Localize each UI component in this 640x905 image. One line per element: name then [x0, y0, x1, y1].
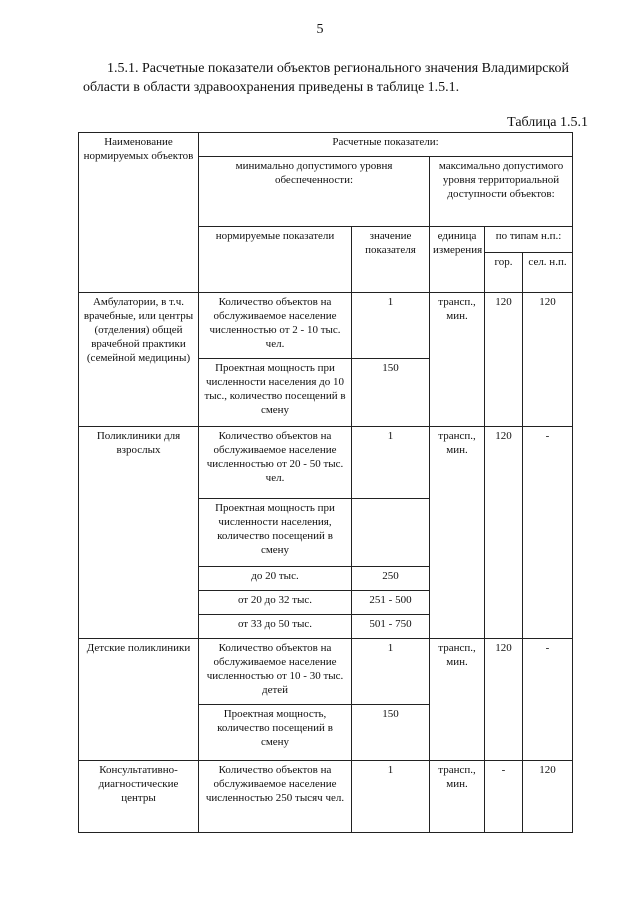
value-cell: 1 — [352, 761, 430, 833]
page-number: 5 — [316, 22, 324, 37]
object-name: Поликлиники для взрослых — [79, 427, 199, 639]
unit-cell: трансп., мин. — [430, 761, 485, 833]
table-row — [79, 761, 573, 833]
indicator-cell: Проектная мощность при численности населения до 10 тыс., количество посещений в смену — [199, 359, 352, 427]
table-row — [79, 639, 573, 705]
rural-cell: - — [523, 427, 573, 639]
value-cell: 150 — [352, 359, 430, 427]
city-cell: - — [485, 761, 523, 833]
header-norm-indicators: нормируемые показатели — [199, 227, 352, 293]
table-row — [79, 293, 573, 359]
value-cell — [352, 499, 430, 567]
rural-cell: 120 — [523, 761, 573, 833]
sub-indicator-cell: до 20 тыс. — [199, 567, 352, 591]
indicator-cell: Проектная мощность при численности населения, количество посещений в смену — [199, 499, 352, 567]
value-cell: 150 — [352, 705, 430, 761]
unit-cell: трансп., мин. — [430, 427, 485, 639]
object-name: Консультативно-диагностические центры — [79, 761, 199, 833]
sub-indicator-cell: от 20 до 32 тыс. — [199, 591, 352, 615]
header-max-level: максимально допустимого уровня территориальной доступности объектов: — [430, 157, 573, 227]
object-name: Детские поликлиники — [79, 639, 199, 761]
table-label: Таблица 1.5.1 — [507, 115, 588, 130]
indicator-cell: Количество объектов на обслуживаемое население численностью от 2 - 10 тыс. чел. — [199, 293, 352, 359]
header-value: значение показателя — [352, 227, 430, 293]
city-cell: 120 — [485, 427, 523, 639]
value-cell: 251 - 500 — [352, 591, 430, 615]
city-cell: 120 — [485, 639, 523, 761]
indicator-cell: Количество объектов на обслуживаемое население численностью 250 тысяч чел. — [199, 761, 352, 833]
object-name: Амбулатории, в т.ч. врачебные, или центры (отделения) общей врачебной практики (семейной медицины) — [79, 293, 199, 427]
sub-indicator-cell: от 33 до 50 тыс. — [199, 615, 352, 639]
table-row — [79, 427, 573, 499]
city-cell: 120 — [485, 293, 523, 427]
value-cell: 501 - 750 — [352, 615, 430, 639]
header-calc-indicators: Расчетные показатели: — [199, 133, 573, 157]
header-object-name: Наименование нормируемых объектов — [79, 133, 199, 293]
rural-cell: - — [523, 639, 573, 761]
rural-cell: 120 — [523, 293, 573, 427]
unit-cell: трансп., мин. — [430, 639, 485, 761]
indicator-cell: Проектная мощность, количество посещений в смену — [199, 705, 352, 761]
value-cell: 1 — [352, 293, 430, 359]
header-rural: сел. н.п. — [523, 253, 573, 293]
unit-cell: трансп., мин. — [430, 293, 485, 427]
header-unit: единица измерения — [430, 227, 485, 293]
header-city: гор. — [485, 253, 523, 293]
indicator-cell: Количество объектов на обслуживаемое население численностью от 10 - 30 тыс. детей — [199, 639, 352, 705]
indicators-table — [78, 132, 573, 833]
header-by-type: по типам н.п.: — [485, 227, 573, 253]
value-cell: 1 — [352, 427, 430, 499]
indicator-cell: Количество объектов на обслуживаемое население численностью от 20 - 50 тыс. чел. — [199, 427, 352, 499]
value-cell: 1 — [352, 639, 430, 705]
header-min-level: минимально допустимого уровня обеспеченности: — [199, 157, 430, 227]
intro-paragraph: 1.5.1. Расчетные показатели объектов регионального значения Владимирской области в области здравоохранения приведены в таблице 1.5.1. — [83, 61, 569, 95]
value-cell: 250 — [352, 567, 430, 591]
